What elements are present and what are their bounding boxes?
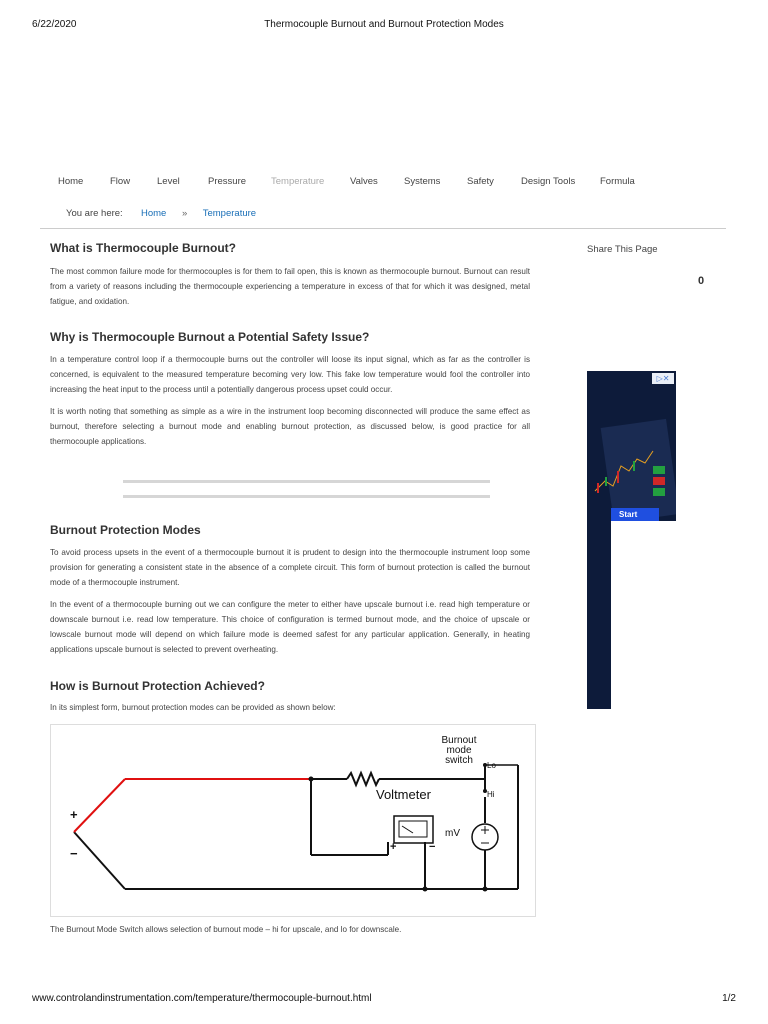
nav-pressure[interactable]: Pressure bbox=[208, 176, 247, 187]
meter-plus-label: + bbox=[390, 841, 397, 853]
ad-close-icon[interactable]: ▷✕ bbox=[652, 373, 674, 384]
ad-chart-graphic bbox=[587, 371, 676, 521]
share-count: 0 bbox=[698, 275, 705, 287]
ad-white-panel bbox=[611, 521, 676, 709]
nav-level[interactable]: Level bbox=[157, 176, 180, 187]
voltmeter-face bbox=[399, 821, 427, 837]
heading-what-is-burnout: What is Thermocouple Burnout? bbox=[50, 241, 236, 255]
tc-minus-label: − bbox=[70, 846, 78, 861]
nav-safety[interactable]: Safety bbox=[467, 176, 494, 187]
nav-design-tools[interactable]: Design Tools bbox=[521, 176, 576, 187]
ad-placeholder-line bbox=[123, 495, 490, 498]
print-title: Thermocouple Burnout and Burnout Protection Modes bbox=[264, 19, 504, 30]
header-divider bbox=[40, 228, 726, 229]
nav-temperature[interactable]: Temperature bbox=[271, 176, 325, 187]
nav-flow[interactable]: Flow bbox=[110, 176, 131, 187]
paragraph-simplest-form: In its simplest form, burnout protection modes can be provided as shown below: bbox=[50, 703, 336, 712]
voltmeter-needle bbox=[402, 826, 413, 833]
heading-safety-issue: Why is Thermocouple Burnout a Potential Safety Issue? bbox=[50, 330, 370, 344]
heading-protection-modes: Burnout Protection Modes bbox=[50, 523, 201, 537]
print-url: www.controlandinstrumentation.com/temperature/thermocouple-burnout.html bbox=[32, 993, 372, 1004]
burnout-circuit-diagram bbox=[50, 724, 536, 917]
breadcrumb-temperature-link[interactable]: Temperature bbox=[202, 208, 257, 219]
breadcrumb-home-link[interactable]: Home bbox=[140, 208, 167, 219]
paragraph-control-loop: In a temperature control loop if a thermocouple burns out the controller will loose its input signal, which as far as the controller is concerned, is equivalent to the measured temperature becoming very low. This fake low temperature would fool the controller into increasing the heat input to the process until a potentially dangerous process upset could occur. bbox=[50, 355, 530, 394]
paragraph-burnout-definition: The most common failure mode for thermocouples is for them to fail open, this is known as thermocouple burnout. Burnout can result from a variety of reasons including the thermocouple experiencing a temperature in excess of that for which it was designed, metal fatigue, and oxidation. bbox=[50, 267, 530, 306]
tc-negative-wire bbox=[74, 832, 125, 889]
hi-label: Hi bbox=[487, 790, 495, 799]
voltmeter-label: Voltmeter bbox=[376, 787, 431, 802]
breadcrumb-separator: » bbox=[181, 208, 188, 219]
diagram-caption: The Burnout Mode Switch allows selection of burnout mode – hi for upscale, and lo for downscale. bbox=[50, 925, 402, 934]
meter-minus-label: − bbox=[429, 841, 436, 853]
heading-how-achieved: How is Burnout Protection Achieved? bbox=[50, 679, 265, 693]
print-header bbox=[32, 19, 736, 33]
resistor bbox=[347, 773, 379, 785]
lo-label: Lo bbox=[487, 761, 496, 770]
tc-positive-leg bbox=[74, 779, 125, 832]
print-date: 6/22/2020 bbox=[32, 19, 77, 30]
paragraph-upscale-downscale: In the event of a thermocouple burning out we can configure the meter to either have upscale burnout i.e. read high temperature or downscale burnout i.e. read low temperature. This choice of configuration is termed burnout mode, and the choice of upscale or lowscale burnout mode will depend on which failure mode is deemed safest for any particular application. Generally, in heating applications upscale burnout is selected to prevent overheating. bbox=[50, 600, 530, 654]
breadcrumb bbox=[66, 208, 256, 219]
paragraph-worth-noting: It is worth noting that something as simple as a wire in the instrument loop becoming disconnected will produce the same effect as burnout, therefore selecting a burnout mode and enabling burnout protection, as discussed below, is good practice for all thermocouple applications. bbox=[50, 407, 530, 446]
ad-start-button[interactable]: Start bbox=[611, 508, 659, 522]
nav-formula[interactable]: Formula bbox=[600, 176, 635, 187]
share-this-page-label: Share This Page bbox=[587, 244, 658, 255]
print-page-number: 1/2 bbox=[722, 993, 736, 1004]
nav-valves[interactable]: Valves bbox=[350, 176, 378, 187]
switch-label: Burnout mode switch bbox=[441, 735, 477, 766]
ad-placeholder-line bbox=[123, 480, 490, 483]
sidebar-advertisement[interactable] bbox=[587, 371, 676, 709]
nav-home[interactable]: Home bbox=[58, 176, 84, 187]
mv-label: mV bbox=[445, 828, 460, 839]
breadcrumb-label: You are here: bbox=[66, 208, 123, 219]
tc-plus-label: + bbox=[70, 807, 78, 822]
paragraph-avoid-upsets: To avoid process upsets in the event of a thermocouple burnout it is prudent to design into the thermocouple instrument loop some provision for generating a consistent state in the absence of a complete circuit. This form of burnout protection is called the burnout mode of a thermocouple instrument. bbox=[50, 548, 530, 587]
nav-systems[interactable]: Systems bbox=[404, 176, 441, 187]
